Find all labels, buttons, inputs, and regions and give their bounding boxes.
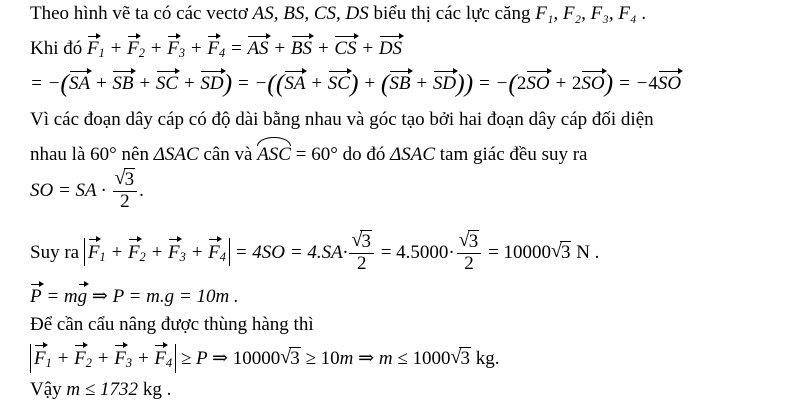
text-l1b: biểu thị các lực căng [373,3,531,24]
magnitude-calc: $F_1 + F_2 + F_3 + F_4 = 4SO = 4.SA\cdot$ √ 3 2 = 4.5000· √ 3 2 = 10000 √ 3 [84,242,576,263]
period-2: . [139,179,144,201]
vectors-list: AS, BS, CS, DS [252,3,369,24]
text-l2a: Khi đó [30,38,83,59]
period: . [641,3,647,24]
line-8 [30,283,239,309]
text-l5d: do đó [342,144,386,165]
text-l11a: Vậy [30,379,62,400]
line-3 [30,70,681,96]
so-eq: SO = SA · [30,179,106,201]
line-11 [30,378,171,402]
angle-asc: ASC = 60° [257,144,338,165]
line-7 [30,229,600,275]
line-10 [30,344,499,373]
forces-list: F₁, F₂, F₃, F₄ [535,3,637,24]
triangle-sac-2: ΔSAC [390,144,435,165]
line-4 [30,108,654,132]
text-l5a: nhau là [30,144,86,165]
line-5 [30,140,587,167]
weight-eq: P = mg ⇒ P = m.g = 10m . [30,286,239,307]
line-2 [30,35,402,65]
text-l4: Vì các đoạn dây cáp có độ dài bằng nhau và góc tạo bởi hai đoạn dây cáp đối diện [30,109,654,130]
line-6 [30,167,144,213]
final-answer: m ≤ 1732 [66,379,139,400]
angle-60: 60° [90,144,117,165]
text-l5b: nên [121,144,149,165]
inequality: $F_1 + F_2 + F_3 + F_4 \ge P$ ⇒ 10000 √ 3 ≥ 10m ⇒ m ≤ 1000 √ 3 [30,348,476,369]
sum-forces: $F_1 + F_2 + F_3 + F_4$ = AS + BS + CS + DS [87,38,402,59]
unit-kg-2: kg . [142,379,172,400]
sqrt3-over-2: √ 3 2 [113,170,138,213]
unit-n: N . [576,241,600,263]
line-9 [30,313,314,337]
vector-chain: = −(SA + SB + SC + SD) = −((SA + SC) + (SB + SD)) = −(2SO + 2SO) = −4SO [30,68,682,98]
text-l7a: Suy ra [30,241,80,263]
text-l1a: Theo hình vẽ ta có các vectơ [30,3,248,24]
unit-kg: kg. [475,348,500,369]
text-l5c: cân và [203,144,253,165]
triangle-sac: ΔSAC [153,144,199,165]
text-l9: Để cần cẩu nâng được thùng hàng thì [30,314,314,335]
line-1 [30,2,646,26]
text-l5e: tam giác đều suy ra [439,144,588,165]
